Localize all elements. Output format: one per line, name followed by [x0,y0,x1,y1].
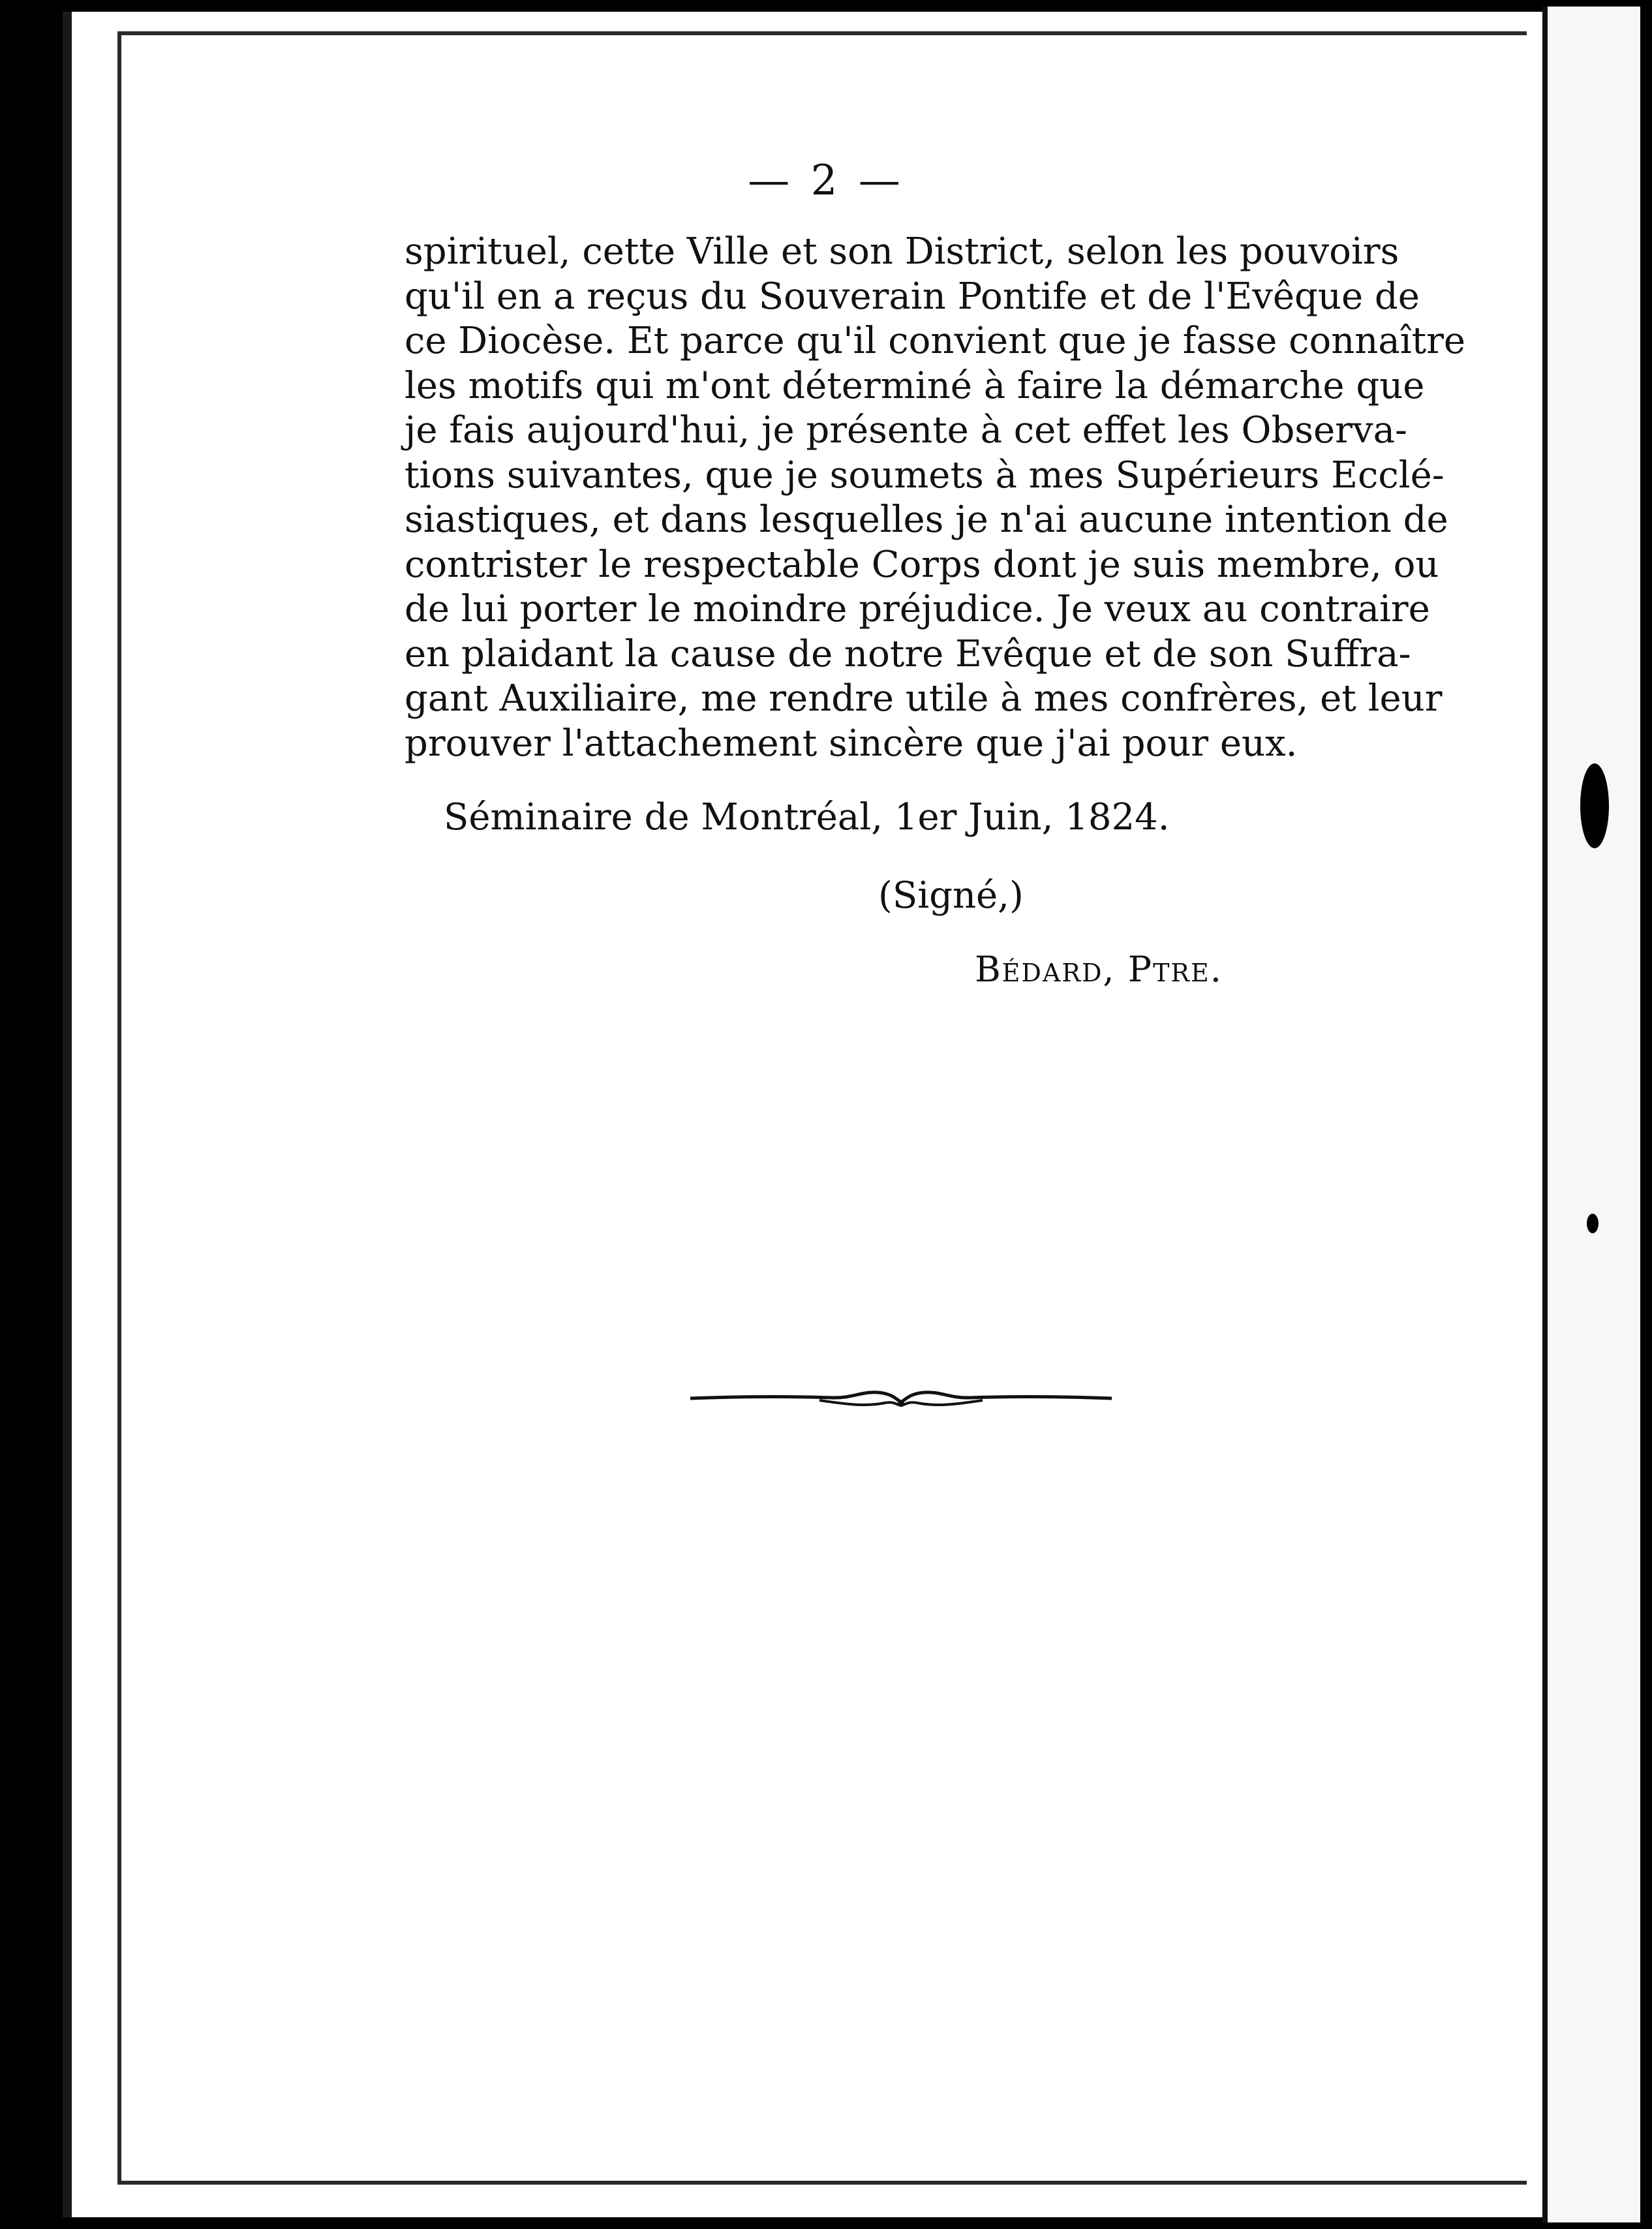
dateline: Séminaire de Montréal, 1er Juin, 1824. [444,796,1170,838]
text-line: qu'il en a reçus du Souverain Pontife et de l'Evêque de [405,275,1420,318]
text-line: tions suivantes, que je soumets à mes Supérieurs Ecclé- [405,453,1445,497]
ornament-divider [689,1382,1113,1415]
text-line: gant Auxiliaire, me rendre utile à mes confrères, et leur [405,677,1443,720]
ink-blot [1580,763,1609,848]
signature: Bédard, Ptre. [975,949,1223,990]
text-line: spirituel, cette Ville et son District, selon les pouvoirs [405,230,1400,273]
body-paragraph [405,230,1466,766]
text-line: de lui porter le moindre préjudice. Je veux au contraire [405,588,1430,630]
text-line: en plaidant la cause de notre Evêque et de son Suffra- [405,632,1411,675]
text-line: je fais aujourd'hui, je présente à cet effet les Observa- [405,409,1407,452]
text-line: siastiques, et dans lesquelles je n'ai aucune intention de [405,499,1448,541]
text-line: prouver l'attachement sincère que j'ai pour eux. [405,722,1298,765]
text-line: ce Diocèse. Et parce qu'il convient que je fasse connaître [405,320,1466,362]
text-line: contrister le respectable Corps dont je suis membre, ou [405,543,1439,586]
ink-speck [1587,1214,1598,1233]
signed-note: (Signé,) [878,874,1024,917]
page-number: — 2 — [748,157,904,205]
adjacent-page-edge [1542,7,1640,2222]
text-line: les motifs qui m'ont déterminé à faire la démarche que [405,364,1425,407]
